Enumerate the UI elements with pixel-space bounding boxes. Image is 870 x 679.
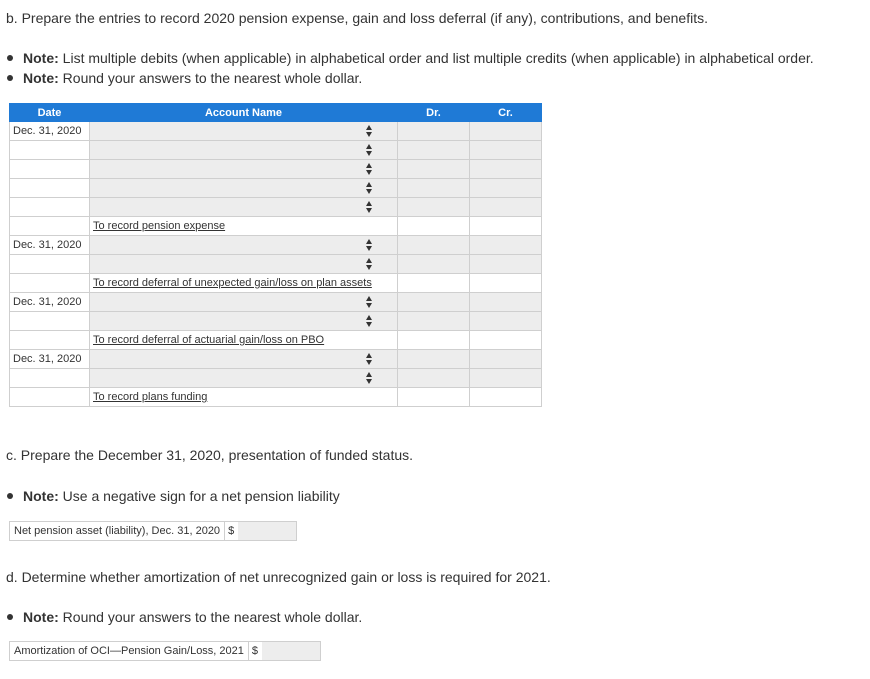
- blank-cell: [398, 217, 470, 236]
- select-arrows-icon: [366, 125, 373, 137]
- entry-date-empty: [10, 141, 90, 160]
- select-arrows-icon: [366, 296, 373, 308]
- note-label: Note:: [23, 488, 59, 504]
- entry-memo: [90, 274, 398, 293]
- memo-text: To record deferral of unexpected gain/loss on plan assets: [93, 277, 372, 289]
- note-text: Use a negative sign for a net pension liability: [58, 488, 340, 504]
- part-b-notes: [6, 48, 814, 88]
- debit-header: Dr.: [398, 104, 470, 122]
- debit-input[interactable]: [398, 236, 470, 255]
- entry-memo: [90, 388, 398, 407]
- net-pension-label: Net pension asset (liability), Dec. 31, 2020: [10, 522, 224, 540]
- credit-input[interactable]: [470, 141, 542, 160]
- credit-input[interactable]: [470, 122, 542, 141]
- credit-input[interactable]: [470, 293, 542, 312]
- part-d-notes: [6, 607, 362, 627]
- note-label: Note:: [23, 50, 59, 66]
- entry-date-empty: [10, 255, 90, 274]
- account-select[interactable]: [90, 160, 398, 179]
- credit-input[interactable]: [470, 236, 542, 255]
- table-row: [10, 198, 542, 217]
- select-arrows-icon: [366, 372, 373, 384]
- table-row: [10, 293, 542, 312]
- note-label: Note:: [23, 70, 59, 86]
- credit-input[interactable]: [470, 179, 542, 198]
- table-row: [10, 369, 542, 388]
- account-name-header: Account Name: [90, 104, 398, 122]
- select-arrows-icon: [366, 201, 373, 213]
- account-select[interactable]: [90, 312, 398, 331]
- table-row: [10, 179, 542, 198]
- account-select[interactable]: [90, 141, 398, 160]
- entry-memo: [90, 217, 398, 236]
- select-arrows-icon: [366, 182, 373, 194]
- table-row: [10, 350, 542, 369]
- debit-input[interactable]: [398, 255, 470, 274]
- entry-date: Dec. 31, 2020: [10, 350, 90, 369]
- note-text: Round your answers to the nearest whole dollar.: [58, 70, 363, 86]
- account-select[interactable]: [90, 350, 398, 369]
- credit-input[interactable]: [470, 160, 542, 179]
- entry-date-empty: [10, 160, 90, 179]
- blank-cell: [470, 388, 542, 407]
- debit-input[interactable]: [398, 160, 470, 179]
- entry-date-empty: [10, 274, 90, 293]
- amortization-label: Amortization of OCI—Pension Gain/Loss, 2021: [10, 642, 248, 660]
- credit-input[interactable]: [470, 350, 542, 369]
- blank-cell: [398, 388, 470, 407]
- net-pension-input[interactable]: [238, 522, 296, 540]
- table-row-memo: [10, 388, 542, 407]
- currency-symbol: $: [248, 642, 262, 660]
- table-row-memo: [10, 274, 542, 293]
- credit-input[interactable]: [470, 198, 542, 217]
- select-arrows-icon: [366, 315, 373, 327]
- blank-cell: [470, 217, 542, 236]
- memo-text: To record pension expense: [93, 220, 226, 232]
- blank-cell: [470, 274, 542, 293]
- credit-input[interactable]: [470, 255, 542, 274]
- entry-date-empty: [10, 217, 90, 236]
- credit-input[interactable]: [470, 369, 542, 388]
- select-arrows-icon: [366, 144, 373, 156]
- note-text: List multiple debits (when applicable) in alphabetical order and list multiple credits (when applicable) in alphabetical order.: [58, 50, 814, 66]
- account-select[interactable]: [90, 293, 398, 312]
- table-row: [10, 255, 542, 274]
- debit-input[interactable]: [398, 198, 470, 217]
- currency-symbol: $: [224, 522, 238, 540]
- note-item: [6, 607, 362, 627]
- amortization-input[interactable]: [262, 642, 320, 660]
- table-row-memo: [10, 331, 542, 350]
- entry-date-empty: [10, 369, 90, 388]
- account-select[interactable]: [90, 255, 398, 274]
- debit-input[interactable]: [398, 293, 470, 312]
- entry-date-empty: [10, 331, 90, 350]
- net-pension-field: [9, 521, 297, 541]
- debit-input[interactable]: [398, 312, 470, 331]
- note-item: [6, 68, 814, 88]
- memo-text: To record deferral of actuarial gain/loss on PBO: [93, 334, 325, 346]
- debit-input[interactable]: [398, 141, 470, 160]
- entry-date-empty: [10, 179, 90, 198]
- debit-input[interactable]: [398, 350, 470, 369]
- entry-date: Dec. 31, 2020: [10, 122, 90, 141]
- select-arrows-icon: [366, 239, 373, 251]
- debit-input[interactable]: [398, 122, 470, 141]
- note-item: [6, 48, 814, 68]
- note-label: Note:: [23, 609, 59, 625]
- account-select[interactable]: [90, 198, 398, 217]
- entry-date-empty: [10, 198, 90, 217]
- account-select[interactable]: [90, 122, 398, 141]
- entry-date: Dec. 31, 2020: [10, 293, 90, 312]
- blank-cell: [470, 331, 542, 350]
- credit-input[interactable]: [470, 312, 542, 331]
- entry-date-empty: [10, 312, 90, 331]
- part-c-heading: c. Prepare the December 31, 2020, presentation of funded status.: [6, 447, 414, 463]
- note-item: [6, 486, 340, 506]
- blank-cell: [398, 331, 470, 350]
- entry-memo: [90, 331, 398, 350]
- account-select[interactable]: [90, 179, 398, 198]
- entry-date: Dec. 31, 2020: [10, 236, 90, 255]
- select-arrows-icon: [366, 353, 373, 365]
- debit-input[interactable]: [398, 369, 470, 388]
- account-select[interactable]: [90, 236, 398, 255]
- select-arrows-icon: [366, 163, 373, 175]
- note-text: Round your answers to the nearest whole dollar.: [58, 609, 363, 625]
- journal-entry-table: [9, 103, 542, 407]
- table-row: [10, 122, 542, 141]
- debit-input[interactable]: [398, 179, 470, 198]
- part-d-heading: d. Determine whether amortization of net unrecognized gain or loss is required for 2021.: [6, 569, 551, 585]
- date-header: Date: [10, 104, 90, 122]
- table-row: [10, 236, 542, 255]
- table-row-memo: [10, 217, 542, 236]
- amortization-field: [9, 641, 321, 661]
- table-row: [10, 312, 542, 331]
- part-c-notes: [6, 486, 340, 506]
- credit-header: Cr.: [470, 104, 542, 122]
- table-row: [10, 141, 542, 160]
- memo-text: To record plans funding: [93, 391, 208, 403]
- entry-date-empty: [10, 388, 90, 407]
- part-b-heading: b. Prepare the entries to record 2020 pension expense, gain and loss deferral (if any), contributions, and benefits.: [6, 10, 708, 26]
- blank-cell: [398, 274, 470, 293]
- select-arrows-icon: [366, 258, 373, 270]
- account-select[interactable]: [90, 369, 398, 388]
- table-row: [10, 160, 542, 179]
